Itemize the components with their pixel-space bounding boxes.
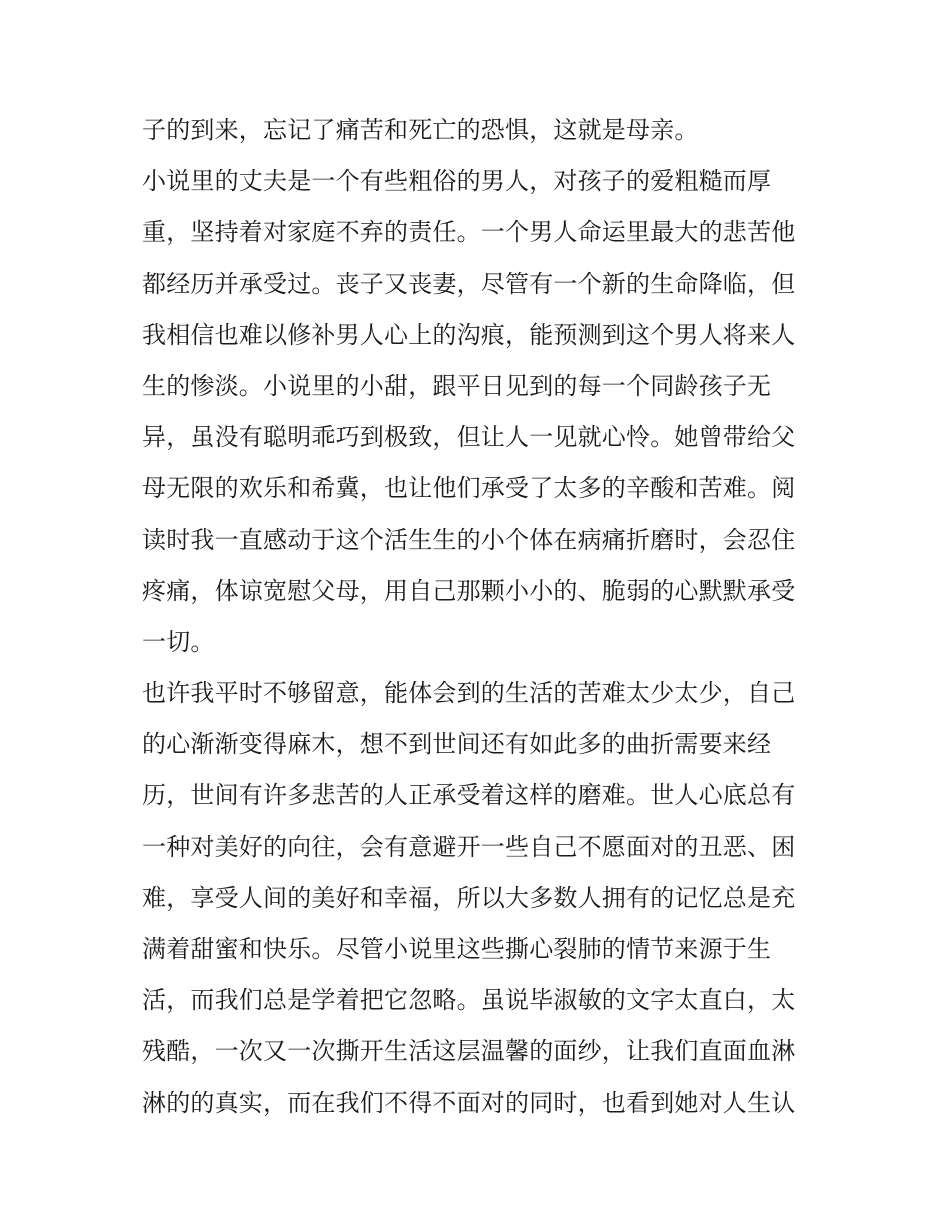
text-line: 淋的的真实，而在我们不得不面对的同时，也看到她对人生认 (142, 1088, 796, 1117)
text-line: 都经历并承受过。丧子又丧妻，尽管有一个新的生命降临，但 (142, 269, 796, 298)
text-line: 难，享受人间的美好和幸福，所以大多数人拥有的记忆总是充 (142, 883, 796, 912)
text-line: 子的到来，忘记了痛苦和死亡的恐惧，这就是母亲。 (142, 116, 699, 144)
text-line: 的心渐渐变得麻木，想不到世间还有如此多的曲折需要来经 (142, 730, 772, 759)
body-text (142, 105, 817, 1129)
text-line: 母无限的欢乐和希冀，也让他们承受了太多的辛酸和苦难。阅 (142, 474, 796, 503)
text-line: 疼痛，体谅宽慰父母，用自己那颗小小的、脆弱的心默默承受 (142, 576, 796, 605)
text-line: 满着甜蜜和快乐。尽管小说里这些撕心裂肺的情节来源于生 (142, 935, 772, 963)
text-line: 历，世间有许多悲苦的人正承受着这样的磨难。世人心底总有 (142, 781, 796, 810)
text-line: 读时我一直感动于这个活生生的小个体在病痛折磨时，会忍住 (142, 525, 796, 554)
text-line: 重，坚持着对家庭不弃的责任。一个男人命运里最大的悲苦他 (142, 218, 796, 247)
text-line: 残酷，一次又一次撕开生活这层温馨的面纱，让我们直面血淋 (142, 1037, 796, 1066)
text-line: 也许我平时不够留意，能体会到的生活的苦难太少太少，自己 (142, 679, 796, 708)
text-line: 异，虽没有聪明乖巧到极致，但让人一见就心怜。她曾带给父 (142, 423, 796, 452)
text-line: 活，而我们总是学着把它忽略。虽说毕淑敏的文字太直白，太 (142, 986, 796, 1015)
text-line: 生的惨淡。小说里的小甜，跟平日见到的每一个同龄孩子无 (142, 371, 772, 400)
text-line: 一种对美好的向往，会有意避开一些自己不愿面对的丑恶、困 (142, 832, 796, 861)
text-line: 一切。 (142, 627, 215, 656)
text-line: 我相信也难以修补男人心上的沟痕，能预测到这个男人将来人 (142, 320, 796, 349)
text-line: 小说里的丈夫是一个有些粗俗的男人，对孩子的爱粗糙而厚 (142, 167, 772, 196)
